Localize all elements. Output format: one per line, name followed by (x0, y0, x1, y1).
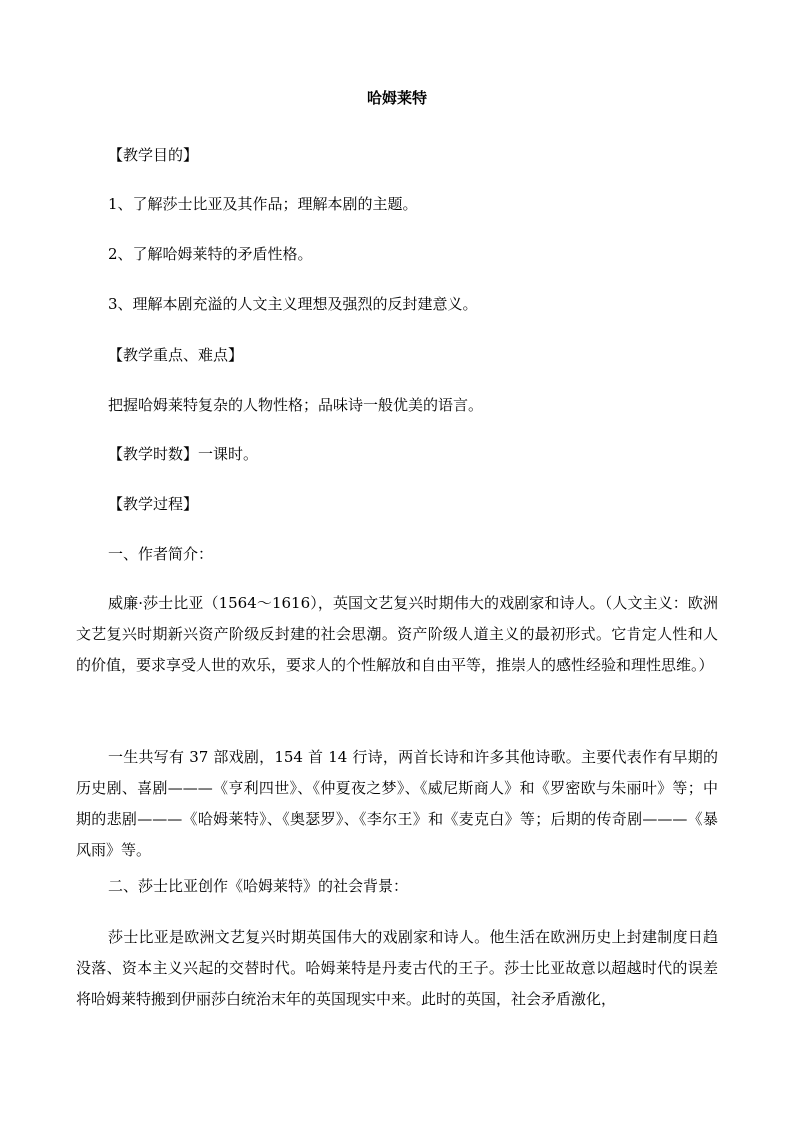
key-points-text: 把握哈姆莱特复杂的人物性格；品味诗一般优美的语言。 (108, 396, 484, 414)
teaching-hours-text: 【教学时数】一课时。 (108, 445, 259, 463)
part2-heading: 二、莎士比亚创作《哈姆莱特》的社会背景： (108, 877, 409, 895)
process-heading: 【教学过程】 (108, 495, 199, 513)
key-points-heading: 【教学重点、难点】 (108, 346, 244, 364)
objective-item-2: 2、了解哈姆莱特的矛盾性格。 (108, 245, 313, 263)
part1-paragraph-1: 威廉·莎士比亚（1564～1616），英国文艺复兴时期伟大的戏剧家和诗人。（人文主义：欧洲文艺复兴时期新兴资产阶级反封建的社会思潮。资产阶级人道主义的最初形式。它肯定人性和人的价值，要求享受人世的欢乐，要求人的个性解放和自由平等，推崇人的感性经验和理性思维。） (76, 594, 718, 674)
part2-paragraph-1: 莎士比亚是欧洲文艺复兴时期英国伟大的戏剧家和诗人。他生活在欧洲历史上封建制度日趋没落、资本主义兴起的交替时代。哈姆莱特是丹麦古代的王子。莎士比亚故意以超越时代的误差将哈姆莱特搬到伊丽莎白统治末年的英国现实中来。此时的英国，社会矛盾激化， (76, 928, 718, 1008)
objectives-heading: 【教学目的】 (108, 146, 199, 164)
document-title: 哈姆莱特 (366, 89, 427, 107)
part1-heading: 一、作者简介： (108, 545, 214, 563)
objective-item-1: 1、了解莎士比亚及其作品；理解本剧的主题。 (108, 195, 418, 213)
part1-paragraph-2: 一生共写有 37 部戏剧，154 首 14 行诗，两首长诗和许多其他诗歌。主要代表作有早期的历史剧、喜剧———《亨利四世》、《仲夏夜之梦》、《威尼斯商人》和《罗密欧与朱丽叶》等；中期的悲剧———《哈姆莱特》、《奥瑟罗》、《李尔王》和《麦克白》等；后期的传奇剧———《暴风雨》等。 (76, 748, 718, 859)
objective-item-3: 3、理解本剧充溢的人文主义理想及强烈的反封建意义。 (108, 295, 478, 313)
